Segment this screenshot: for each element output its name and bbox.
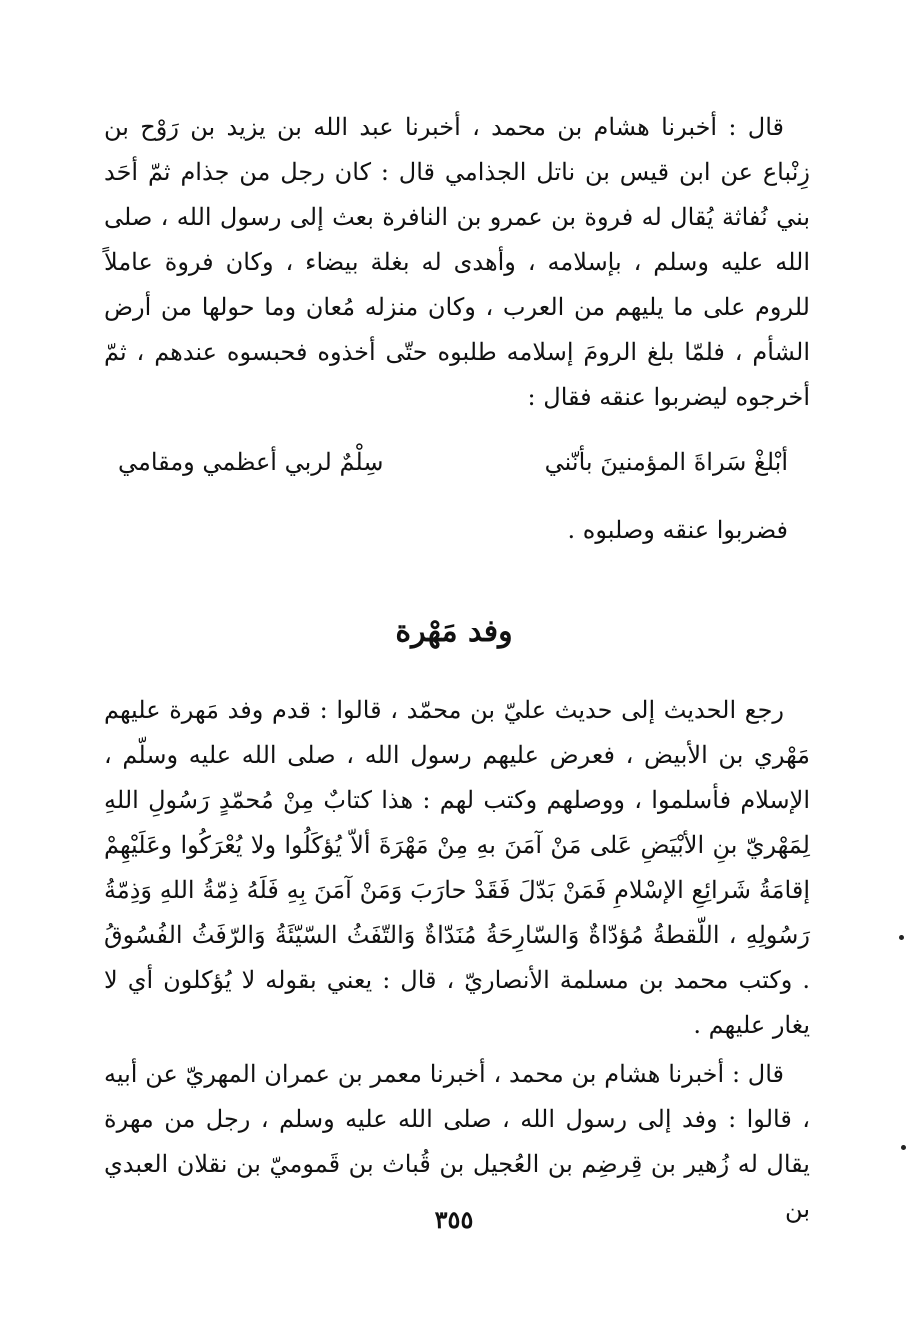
verse-second-hemistich: سِلْمٌ لربي أعظمي ومقامي	[118, 448, 384, 476]
margin-dot-mark	[899, 935, 904, 940]
mahra-paragraph-text: رجع الحديث إلى حديث عليّ بن محمّد ، قالوا : قدم وفد مَهرة عليهم مَهْري بن الأبيض ، فعرض عليهم رسول الله ، صلى الله عليه وسلّم ، الإسلام فأسلموا ، ووصلهم وكتب لهم : هذا كتابٌ مِنْ مُحمّدٍ رَسُولِ اللهِ لِمَهْريّ بنِ الأبْيَضِ عَلى مَنْ آمَنَ بهِ مِنْ مَهْرَةَ ألاّ يُؤكَلُوا ولا يُعْرَكُوا وعَلَيْهِمْ إقامَةُ شَرائِعِ الإسْلامِ فَمَنْ بَدّلَ فَقَدْ حارَبَ وَمَنْ آمَنَ بِهِ فَلَهُ ذِمّةُ اللهِ وَذِمّةُ رَسُولِهِ ، اللّقطةُ مُؤدّاةٌ وَالسّارِحَةُ مُنَدّاةٌ وَالتّفَثُ السّيّئَةُ وَالرّفَثُ الفُسُوقُ . وكتب محمد بن مسلمة الأنصاريّ ، قال : يعني بقوله لا يُؤكلون أي لا يغار عليهم .	[104, 696, 811, 1039]
verse-first-hemistich: أبْلغْ سَراةَ المؤمنينَ بأنّني	[544, 448, 788, 476]
mahra-paragraph	[104, 688, 810, 1048]
hisham-paragraph-text: قال : أخبرنا هشام بن محمد ، أخبرنا معمر بن عمران المهريّ عن أبيه ، قالوا : وفد إلى رسول الله ، صلى الله عليه وسلم ، رجل من مهرة يقال له زُهير بن قِرضِم بن العُجيل بن قُباث بن قَموميّ بن نقلان العبدي بن	[104, 1060, 810, 1223]
margin-dot-mark	[901, 1145, 906, 1150]
intro-paragraph	[104, 105, 810, 420]
after-verse-text: فضربوا عنقه وصلبوه .	[567, 516, 788, 544]
page-number: ٣٥٥	[434, 1205, 474, 1234]
section-heading: وفد مَهْرة	[395, 614, 513, 649]
intro-paragraph-text: قال : أخبرنا هشام بن محمد ، أخبرنا عبد الله بن يزيد بن رَوْح بن زِنْباع عن ابن قيس بن ناتل الجذامي قال : كان رجل من جذام ثمّ أحَد بني نُفاثة يُقال له فروة بن عمرو بن النافرة بعث إلى رسول الله ، صلى الله عليه وسلم ، بإسلامه ، وأهدى له بغلة بيضاء ، وكان فروة عاملاً للروم على ما يليهم من العرب ، وكان منزله مُعان وما حولها من أرض الشأم ، فلمّا بلغ الرومَ إسلامه طلبوه حتّى أخذوه فحبسوه عندهم ، ثمّ أخرجوه ليضربوا عنقه فقال :	[104, 113, 811, 411]
poetry-verse	[118, 440, 788, 485]
